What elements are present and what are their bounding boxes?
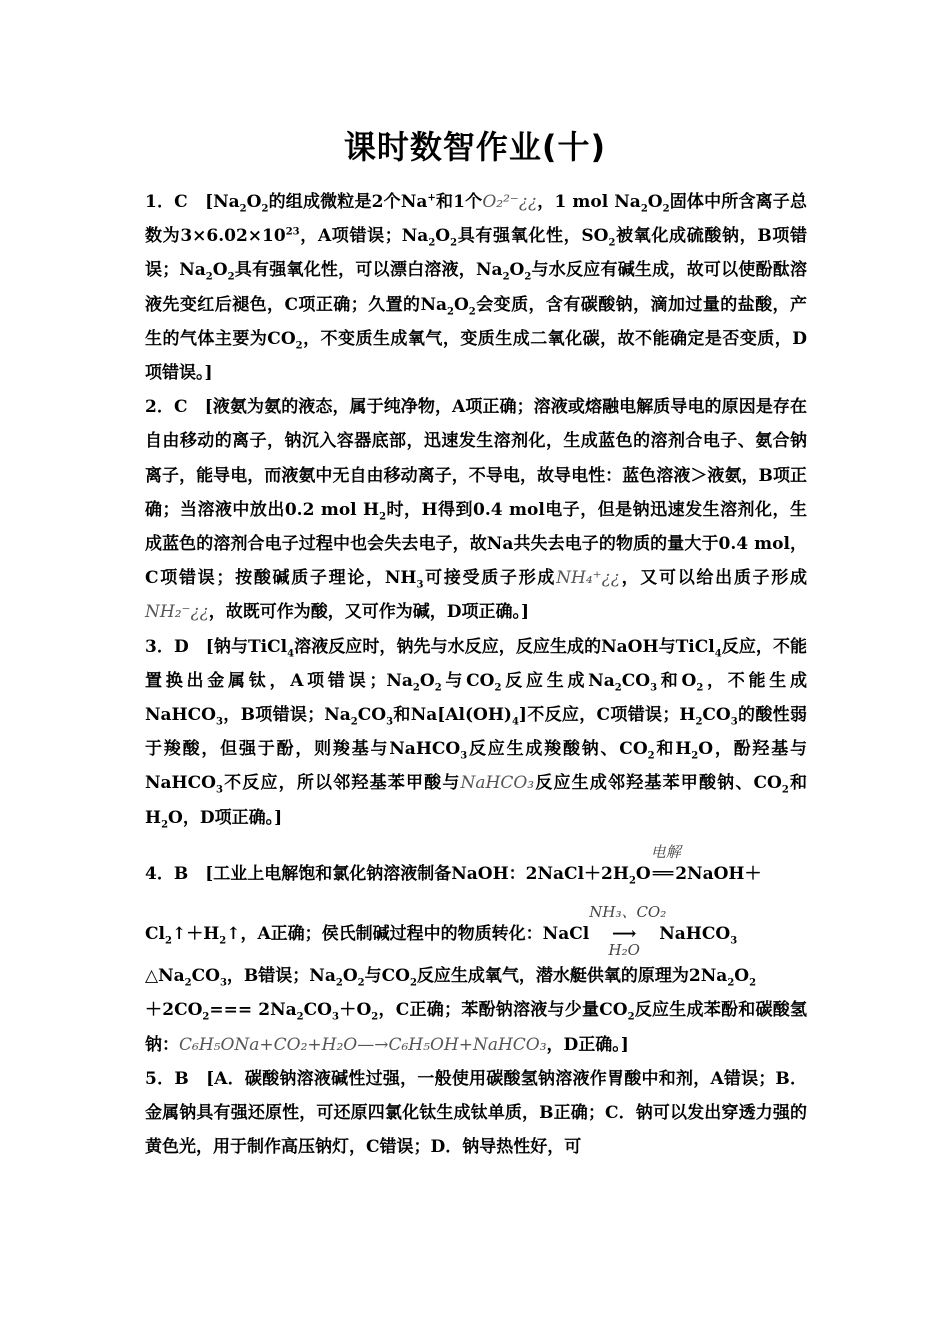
answer-item-1: 1．C [$Na_2O_2$的组成微粒是2个Na+和1个O₂²⁻¿¿，1 mol $Na_2O_2$固体中所含离子总数为$3\times 6.02\times 10^{23}$，A项错误；$Na_2O_2$具有强氧化性，$SO_2$被氧化成硫酸钠，B项错误；$Na_2O_2$具有强氧化性，可以漂白溶液，$Na_2O_2$与水反应有碱生成，故可以使酚酞溶液先变红后褪色，C项正确；久置的$Na_2O_2$会变质，含有碳酸钠，滴加过量的盐酸，产生的气体主要为$CO_2$，不变质生成氧气，变质生成二氧化碳，故不能确定是否变质，D项错误。] bbox=[145, 192, 808, 384]
answer-item-2: 2．C [液氨为氨的液态，属于纯净物，A项正确；溶液或熔融电解质导电的原因是存在自由移动的离子，钠沉入容器底部，迅速发生溶剂化，生成蓝色的溶剂合电子、氨合钠离子，能导电，而液氨中无自由移动离子，不导电，故导电性：蓝色溶液＞液氨，B项正确；当溶液中放出0.2 mol $H_2$时，H得到0.4 mol电子，但是钠迅速发生溶剂化，生成蓝色的溶剂合电子过程中也会失去电子，故Na共失去电子的物质的量大于0.4 mol，C项错误；按酸碱质子理论，$NH_3$可接受质子形成NH₄⁺¿¿，又可以给出质子形成NH₂⁻¿¿，故既可作为酸，又可作为碱，D项正确。] bbox=[145, 397, 808, 623]
answer-item-5: 5．B [A．碳酸钠溶液碱性过强，一般使用碳酸氢钠溶液作胃酸中和剂，A错误；B．金属钠具有强还原性，可还原四氯化钛生成钛单质，B正确；C．钠可以发出穿透力强的黄色光，用于制作高压钠灯，C错误；D．钠导热性好，可 bbox=[145, 1068, 807, 1158]
electrolysis-arrow: 电解 ══ bbox=[650, 842, 681, 884]
page-title: 课时数智作业(十) bbox=[343, 128, 607, 166]
heat-symbol: △ bbox=[145, 966, 159, 987]
ammonium-formula: NH₄⁺¿¿ bbox=[556, 568, 620, 589]
answer-item-4: 4．B [工业上电解饱和氯化钠溶液制备NaOH：$2NaCl+2H_2O$ 电解 ══ 2NaOH＋ $Cl_2↑+H_2↑$，A正确；侯氏制碱过程中的物质转化：NaCl NH₃、CO₂ ⟶ H₂O NaHCO$_3$ $\triangle Na_2CO_3$，B错误；$Na_2O_2$与$CO_2$反应生成氧气，潜水艇供氧的原理为$2Na_2O_2$ $+2CO_2=== 2Na_2CO_3+O_2$，C正确；苯酚钠溶液与少量$CO_2$反应生成苯酚和碳酸氢钠：C₆H₅ONa+CO₂+H₂O—→C₆H₅OH+NaHCO₃，D正确。] bbox=[145, 842, 807, 1055]
answer-content bbox=[145, 185, 807, 1164]
answer-item-3: 3．D [钠与TiCl$_4$溶液反应时，钠先与水反应，反应生成的NaOH与TiCl$_4$反应，不能置换出金属钛，A项错误；$Na_2O_2$与$CO_2$反应生成$Na_2CO_3$和$O_2$，不能生成NaHCO$_3$，B项错误；$Na_2CO_3$和$Na[Al(OH)_4]$不反应，C项错误；$H_2CO_3$的酸性弱于羧酸，但强于酚，则羧基与NaHCO$_3$反应生成羧酸钠、$CO_2$和$H_2O$，酚羟基与NaHCO$_3$不反应，所以邻羟基苯甲酸与NaHCO₃反应生成邻羟基苯甲酸钠、$CO_2$和$H_2O$，D项正确。] bbox=[145, 636, 808, 831]
peroxide-ion-formula: O₂²⁻¿¿ bbox=[482, 192, 538, 212]
amide-formula: NH₂⁻¿¿ bbox=[145, 602, 209, 623]
phenoxide-equation: C₆H₅ONa+CO₂+H₂O—→C₆H₅OH+NaHCO₃ bbox=[179, 1034, 547, 1055]
solvay-arrow: NH₃、CO₂ ⟶ H₂O bbox=[589, 903, 667, 960]
nahco3-formula: NaHCO₃ bbox=[460, 773, 535, 794]
